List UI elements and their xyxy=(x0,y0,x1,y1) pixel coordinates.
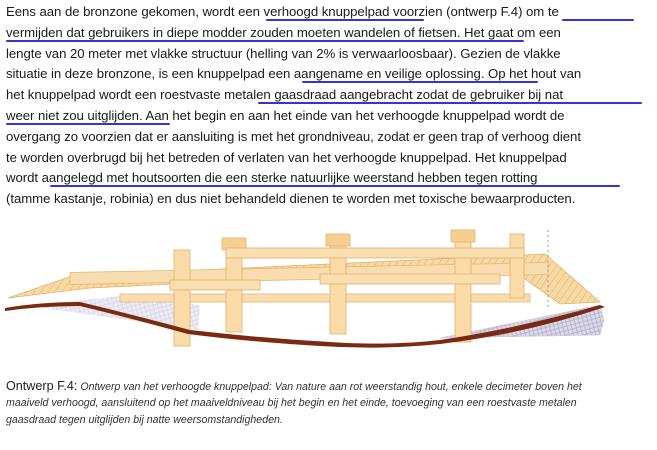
caption-text-3: gaasdraad tegen uitglijden bij natte weersomstandigheden. xyxy=(6,414,283,426)
text-line: Eens aan de bronzone gekomen, wordt een verhoogd knuppelpad voorzien (ontwerp F.4) om te xyxy=(6,2,654,23)
annotation-underline xyxy=(302,81,538,83)
caption-line xyxy=(6,395,651,412)
annotation-underline xyxy=(50,185,620,187)
body-paragraph xyxy=(6,2,654,210)
figure-caption xyxy=(6,378,651,429)
annotation-underline xyxy=(6,123,170,125)
text-line: (tamme kastanje, robinia) en dus niet behandeld dienen te worden met toxische bewaarproducten. xyxy=(6,191,576,207)
text-line: te worden overbrugd bij het betreden of verlaten van het verhoogde knuppelpad. Het knuppelpad xyxy=(6,149,567,165)
top-rail xyxy=(226,248,524,258)
post-caps xyxy=(222,230,475,250)
post-cap-4 xyxy=(451,230,475,242)
post-5 xyxy=(510,234,524,298)
caption-text-1: Ontwerp van het verhoogde knuppelpad: Van nature aan rot weerstandig hout, enkele decimeter boven het xyxy=(80,381,582,393)
caption-line xyxy=(6,412,651,429)
annotation-underline xyxy=(266,19,424,21)
text-line: overgang zo voorzien dat er aansluiting is met het grondniveau, zodat er geen trap of verhoog dient xyxy=(6,128,581,144)
cross-beam-b xyxy=(320,274,500,284)
boardwalk-illustration xyxy=(0,210,657,370)
text-line: weer niet zou uitglijden. Aan het begin en aan het einde van het verhoogde knuppelpad wordt de xyxy=(6,107,565,123)
text-line: situatie in deze bronzone, is een knuppelpad een aangename en veilige oplossing. Op het hout van xyxy=(6,66,582,82)
annotation-underline xyxy=(6,40,524,42)
caption-text-2: maaiveld verhoogd, aansluitend op het maaiveldniveau bij het begin en het einde, toevoeging van een roestvaste metalen xyxy=(6,397,577,409)
text-line: lengte van 20 meter met vlakke structuur (helling van 2% is verwaarloosbaar). Gezien de vlakke xyxy=(6,45,561,61)
text-line: vermijden dat gebruikers in diepe modder zouden moeten wandelen of fietsen. Het gaat om een xyxy=(6,24,561,40)
text-line: het knuppelpad wordt een roestvaste metalen gaasdraad aangebracht zodat de gebruiker bij nat xyxy=(6,85,654,106)
text-line: wordt aangelegd met houtsoorten die een sterke natuurlijke weerstand hebben tegen rotting xyxy=(6,168,654,189)
caption-label: Ontwerp F.4: xyxy=(6,379,78,393)
caption-line xyxy=(6,378,651,395)
annotation-underline xyxy=(562,19,634,21)
cross-beam-a xyxy=(170,280,260,290)
annotation-underline xyxy=(258,102,642,104)
post-cap-3 xyxy=(326,234,350,246)
